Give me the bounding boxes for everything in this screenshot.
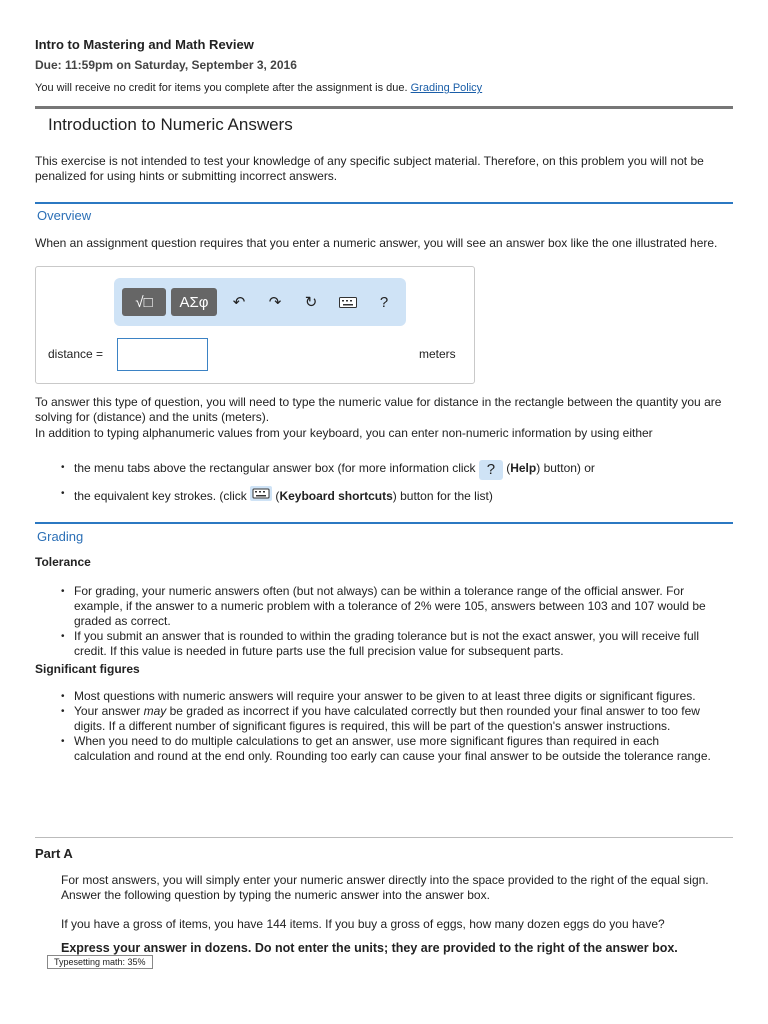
input-methods-list [61, 458, 711, 504]
late-notice [35, 82, 482, 94]
symbols-button[interactable] [171, 288, 217, 316]
overview-heading: Overview [37, 208, 92, 223]
part-a-question: If you have a gross of items, you have 144 items. If you buy a gross of eggs, how many dozen eggs do you have? [61, 917, 665, 931]
overview-paragraph: When an assignment question requires that you enter a numeric answer, you will see an answer box like the one illustrated here. [35, 236, 718, 250]
keyboard-icon [339, 297, 357, 308]
part-a-instruction: Express your answer in dozens. Do not enter the units; they are provided to the right of the answer box. [61, 941, 678, 955]
symbols-icon: ΑΣφ [179, 293, 209, 311]
late-notice-text: You will receive no credit for items you complete after the assignment is due. [35, 82, 408, 94]
typesetting-status-badge: Typesetting math: 35% [47, 955, 153, 969]
exercise-intro: This exercise is not intended to test your knowledge of any specific subject material. Therefore, on this problem you will not be penalized for using hints or submitting incorrect answers. [35, 154, 704, 183]
example-answer-input[interactable] [117, 338, 208, 371]
exercise-title: Introduction to Numeric Answers [48, 115, 293, 134]
significant-figures-heading: Significant figures [35, 662, 140, 676]
significant-figures-list [61, 689, 711, 764]
help-icon: ? [379, 293, 389, 311]
grading-policy-link[interactable]: Grading Policy [410, 82, 483, 94]
tolerance-heading: Tolerance [35, 555, 91, 569]
redo-button[interactable] [262, 288, 288, 316]
list-item: • If you submit an answer that is rounded to within the grading tolerance but is not the exact answer, you will receive full credit. If this value is needed in future parts use the full precision value for subsequent parts. [61, 629, 711, 659]
units-label: meters [419, 347, 456, 361]
overview-divider [35, 202, 733, 204]
answer-widget-example [35, 266, 475, 384]
overview-paragraph-2: To answer this type of question, you will need to type the numeric value for distance in the rectangle between the quantity you are solving for (distance) and the units (meters). [35, 395, 722, 424]
templates-button[interactable] [122, 288, 166, 316]
part-divider [35, 837, 733, 838]
list-item: • the equivalent key strokes. (click (Keyboard shortcuts) button for the list) [61, 486, 711, 504]
keyboard-shortcuts-button[interactable] [334, 288, 362, 316]
list-item: • the menu tabs above the rectangular answer box (for more information click ? (Help) button) or [61, 458, 711, 480]
quantity-label: distance = [48, 347, 104, 361]
math-toolbar [114, 278, 406, 326]
reset-button[interactable] [298, 288, 324, 316]
reset-icon: ↻ [304, 294, 318, 311]
list-item: • When you need to do multiple calculations to get an answer, use more significant figures than required in each calculation and round at the end only. Rounding too early can cause your final answer to be outside the tolerance range. [61, 734, 711, 764]
list-item: • Your answer may be graded as incorrect if you have calculated correctly but then rounded your final answer to too few digits. If a different number of significant figures is required, this will be part of the question's answer instructions. [61, 704, 711, 734]
grading-divider [35, 522, 733, 524]
help-button[interactable] [372, 288, 396, 316]
tolerance-list [61, 584, 711, 659]
grading-heading: Grading [37, 529, 84, 544]
assignment-title: Intro to Mastering and Math Review [35, 37, 254, 52]
undo-icon: ↶ [232, 294, 246, 311]
templates-icon: √□ [135, 293, 153, 311]
undo-button[interactable] [226, 288, 252, 316]
help-icon: ? [479, 460, 503, 480]
list-item: • Most questions with numeric answers will require your answer to be given to at least three digits or significant figures. [61, 689, 711, 704]
header-divider [35, 106, 733, 109]
overview-paragraph-3: In addition to typing alphanumeric values from your keyboard, you can enter non-numeric information by using either [35, 426, 653, 440]
due-date: Due: 11:59pm on Saturday, September 3, 2016 [35, 58, 297, 72]
keyboard-icon [250, 486, 272, 501]
part-a-title: Part A [35, 846, 73, 861]
list-item: • For grading, your numeric answers often (but not always) can be within a tolerance range of the official answer. For example, if the answer to a numeric problem with a tolerance of 2% were 105, answers between 103 and 107 would be graded as correct. [61, 584, 711, 629]
redo-icon: ↷ [268, 294, 282, 311]
part-a-paragraph: For most answers, you will simply enter your numeric answer directly into the space provided to the right of the equal sign. Answer the following question by typing the numeric answer into the answer box. [61, 873, 709, 902]
